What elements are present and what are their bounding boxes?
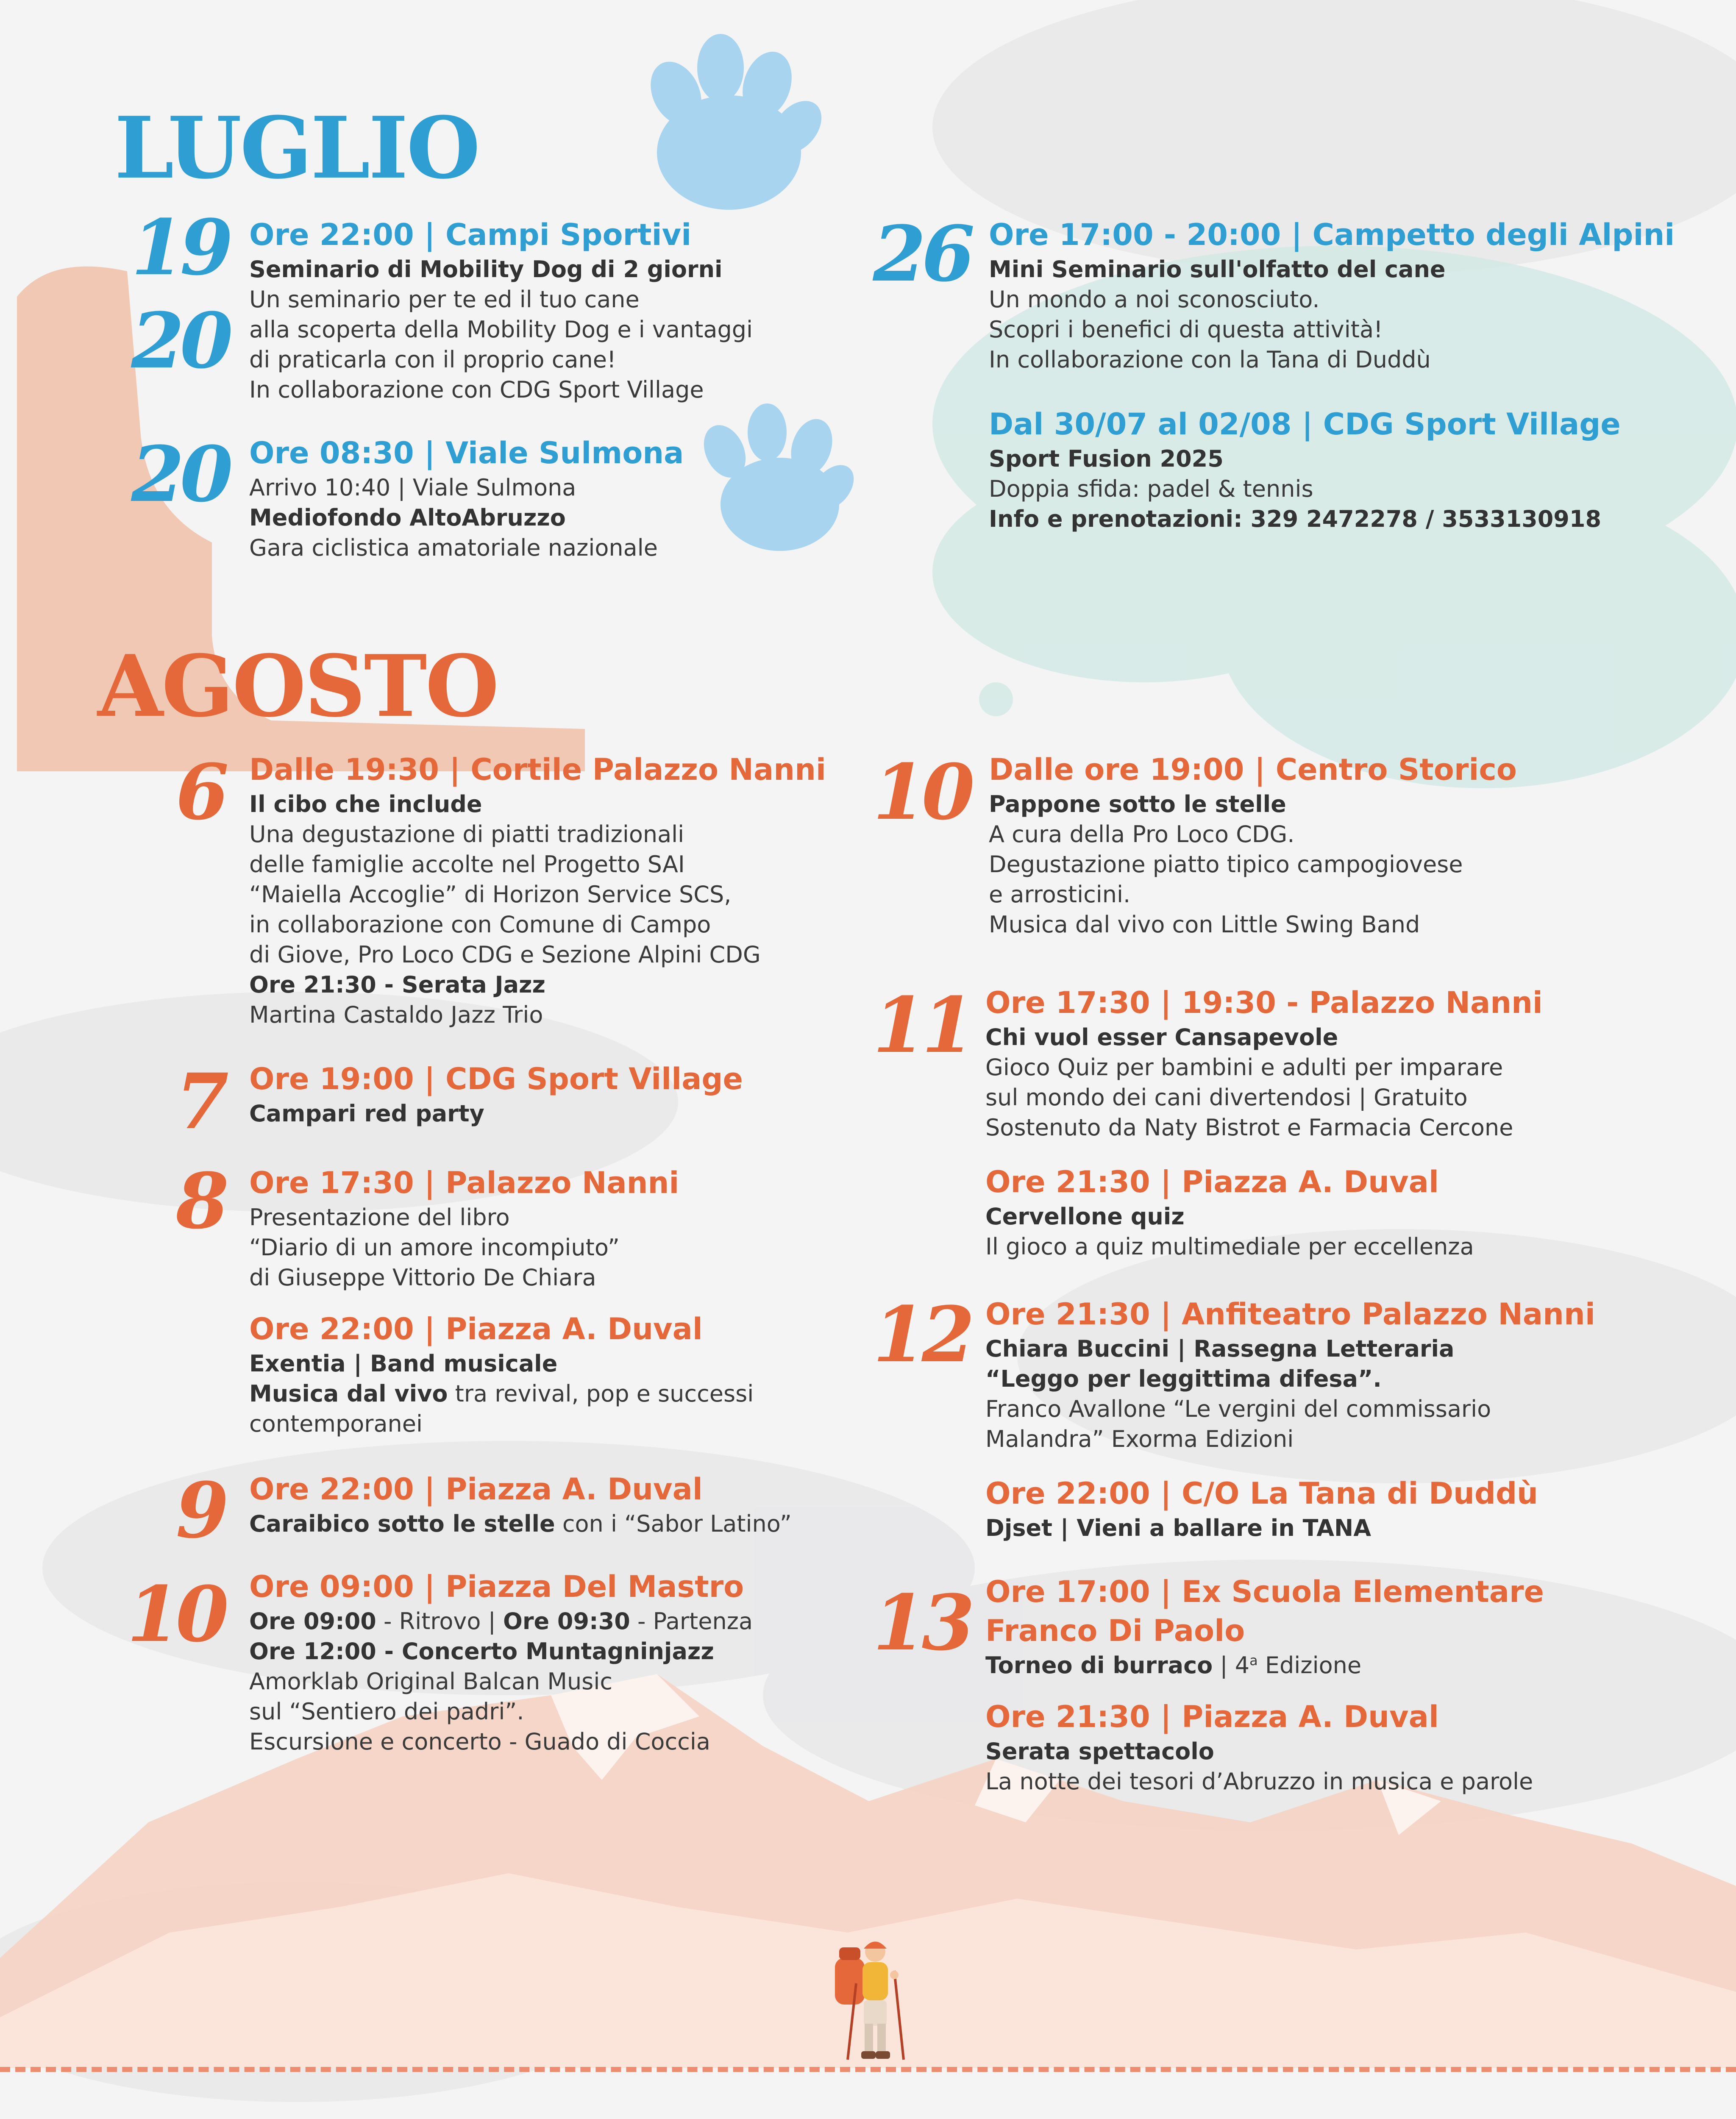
event-block — [985, 1697, 1533, 1796]
event-heading: Franco Di Paolo — [985, 1613, 1245, 1648]
event-title: Pappone sotto le stelle — [989, 791, 1286, 818]
month-title-luglio: LUGLIO — [114, 98, 479, 198]
event-title: Djset | Vieni a ballare in TANA — [985, 1515, 1371, 1541]
event-block — [249, 215, 753, 405]
event-block — [985, 983, 1543, 1143]
event-heading: Ore 09:00 | Piazza Del Mastro — [249, 1569, 744, 1604]
event-title: “Leggo per leggittima difesa”. — [985, 1365, 1382, 1392]
day-number: 11 — [873, 981, 971, 1070]
month-title-agosto: AGOSTO — [97, 637, 498, 736]
event-title: Seminario di Mobility Dog di 2 giorni — [249, 256, 723, 283]
event-block — [989, 750, 1517, 940]
event-text: Info e prenotazioni: 329 2472278 / 3533130918 — [989, 506, 1602, 532]
day-number: 20 — [131, 296, 229, 386]
day-number: 8 — [175, 1157, 225, 1246]
day-number: 7 — [175, 1057, 225, 1146]
event-text: sul “Sentiero dei padri”. — [249, 1698, 524, 1725]
event-block — [249, 1567, 753, 1757]
day-number: 6 — [175, 748, 225, 837]
event-text-regular: - Ritrovo | — [376, 1608, 503, 1635]
dashed-trail-line — [0, 2067, 1736, 2072]
event-heading: Ore 21:30 | Anfiteatro Palazzo Nanni — [985, 1297, 1595, 1332]
event-text — [985, 1650, 1544, 1680]
event-text — [249, 1606, 753, 1636]
event-text: Franco Avallone “Le vergini del commissario — [985, 1396, 1491, 1422]
event-text-regular: Edizione — [1257, 1652, 1362, 1679]
event-block — [985, 1162, 1474, 1262]
event-heading: Ore 17:00 - 20:00 | Campetto degli Alpini — [989, 217, 1675, 252]
day-number: 13 — [873, 1578, 971, 1668]
event-text: di Giuseppe Vittorio De Chiara — [249, 1264, 596, 1291]
event-title: Mediofondo AltoAbruzzo — [249, 504, 566, 531]
event-heading: Dalle 19:30 | Cortile Palazzo Nanni — [249, 752, 826, 787]
day-number: 19 — [131, 203, 229, 292]
event-title: Chi vuol esser Cansapevole — [985, 1024, 1338, 1051]
hiker-illustration — [831, 1933, 911, 2064]
event-block — [249, 1310, 754, 1439]
event-text — [249, 1509, 792, 1539]
day-number: 26 — [873, 209, 971, 299]
event-title: Exentia | Band musicale — [249, 1350, 558, 1377]
event-text: di Giove, Pro Loco CDG e Sezione Alpini CDG — [249, 941, 761, 968]
event-text-regular: con i “Sabor Latino” — [555, 1510, 792, 1537]
day-number: 10 — [873, 748, 971, 837]
event-text: e arrosticini. — [989, 881, 1131, 908]
event-text: Escursione e concerto - Guado di Coccia — [249, 1728, 710, 1755]
backpack-shape — [835, 1958, 865, 2005]
event-heading: Ore 22:00 | Piazza A. Duval — [249, 1312, 703, 1346]
event-title: Chiara Buccini | Rassegna Letteraria — [985, 1335, 1455, 1362]
event-heading: Ore 17:30 | 19:30 - Palazzo Nanni — [985, 985, 1543, 1020]
event-text-bold: Torneo di burraco — [985, 1652, 1213, 1679]
event-text: Gara ciclistica amatoriale nazionale — [249, 534, 658, 561]
event-heading: Dal 30/07 al 02/08 | CDG Sport Village — [989, 407, 1621, 442]
event-text: sul mondo dei cani divertendosi | Gratuito — [985, 1084, 1468, 1111]
event-block — [989, 215, 1675, 375]
event-text-bold: Caraibico sotto le stelle — [249, 1510, 555, 1537]
event-text: Malandra” Exorma Edizioni — [985, 1426, 1294, 1452]
event-title: Cervellone quiz — [985, 1203, 1185, 1230]
event-heading: Ore 21:30 | Piazza A. Duval — [985, 1699, 1439, 1734]
event-text: Gioco Quiz per bambini e adulti per imparare — [985, 1054, 1503, 1081]
event-text-regular: tra revival, pop e successi — [448, 1380, 754, 1407]
event-heading: Ore 21:30 | Piazza A. Duval — [985, 1165, 1439, 1199]
event-block — [249, 750, 826, 1030]
event-heading: Ore 22:00 | Piazza A. Duval — [249, 1472, 703, 1507]
event-text: In collaborazione con la Tana di Duddù — [989, 346, 1431, 373]
event-text: Una degustazione di piatti tradizionali — [249, 821, 684, 848]
event-text: “Maiella Accoglie” di Horizon Service SCS, — [249, 881, 732, 908]
event-text-regular: - Partenza — [630, 1608, 753, 1635]
event-heading: Dalle ore 19:00 | Centro Storico — [989, 752, 1517, 787]
event-title: Ore 12:00 - Concerto Muntagninjazz — [249, 1638, 714, 1665]
event-text-bold: Ore 09:30 — [503, 1608, 630, 1635]
event-text: Degustazione piatto tipico campogiovese — [989, 851, 1463, 878]
event-heading: Ore 17:00 | Ex Scuola Elementare — [985, 1574, 1544, 1609]
event-text: Un mondo a noi sconosciuto. — [989, 286, 1320, 313]
event-text: Musica dal vivo con Little Swing Band — [989, 911, 1420, 938]
event-block — [985, 1474, 1538, 1543]
event-title: Serata spettacolo — [985, 1738, 1214, 1765]
event-text: Amorklab Original Balcan Music — [249, 1668, 613, 1695]
event-text: La notte dei tesori d’Abruzzo in musica e parole — [985, 1768, 1533, 1795]
event-heading: Ore 08:30 | Viale Sulmona — [249, 436, 684, 470]
event-block — [249, 1163, 679, 1293]
event-text-superscript: a — [1249, 1652, 1258, 1669]
day-number: 9 — [175, 1466, 225, 1555]
event-text: alla scoperta della Mobility Dog e i vantaggi — [249, 316, 753, 343]
event-title: Mini Seminario sull'olfatto del cane — [989, 256, 1446, 283]
event-text: Scopri i benefici di questa attività! — [989, 316, 1383, 343]
event-block — [989, 405, 1621, 534]
event-text: In collaborazione con CDG Sport Village — [249, 376, 704, 403]
event-text: Doppia sfida: padel & tennis — [989, 476, 1313, 502]
event-heading: Ore 22:00 | C/O La Tana di Duddù — [985, 1476, 1538, 1511]
event-heading: Ore 17:30 | Palazzo Nanni — [249, 1165, 679, 1200]
event-block — [985, 1572, 1544, 1680]
event-text-bold: Musica dal vivo — [249, 1380, 448, 1407]
event-text: Il gioco a quiz multimediale per eccellenza — [985, 1233, 1474, 1260]
event-title: Sport Fusion 2025 — [989, 445, 1224, 472]
event-text: contemporanei — [249, 1410, 423, 1437]
event-block — [249, 1060, 743, 1129]
event-text: in collaborazione con Comune di Campo — [249, 911, 711, 938]
day-number: 20 — [131, 430, 229, 519]
event-text: Martina Castaldo Jazz Trio — [249, 1001, 543, 1028]
event-title: Ore 21:30 - Serata Jazz — [249, 971, 545, 998]
event-text: “Diario di un amore incompiuto” — [249, 1234, 620, 1261]
event-title: Il cibo che include — [249, 791, 482, 818]
day-number: 10 — [127, 1570, 225, 1659]
event-title: Campari red party — [249, 1100, 484, 1127]
event-text: A cura della Pro Loco CDG. — [989, 821, 1295, 848]
event-text: di praticarla con il proprio cane! — [249, 346, 616, 373]
event-text — [249, 1379, 754, 1409]
event-text: Sostenuto da Naty Bistrot e Farmacia Cercone — [985, 1114, 1513, 1141]
event-block — [249, 434, 684, 563]
event-block — [985, 1295, 1595, 1454]
event-text: Arrivo 10:40 | Viale Sulmona — [249, 474, 576, 501]
event-heading: Ore 22:00 | Campi Sportivi — [249, 217, 692, 252]
event-text: Presentazione del libro — [249, 1204, 510, 1231]
event-heading: Ore 19:00 | CDG Sport Village — [249, 1062, 743, 1096]
day-number: 12 — [873, 1290, 971, 1379]
event-text-regular: | 4 — [1213, 1652, 1250, 1679]
event-text: delle famiglie accolte nel Progetto SAI — [249, 851, 685, 878]
event-text: Un seminario per te ed il tuo cane — [249, 286, 640, 313]
event-block — [249, 1470, 792, 1539]
event-text-bold: Ore 09:00 — [249, 1608, 376, 1635]
